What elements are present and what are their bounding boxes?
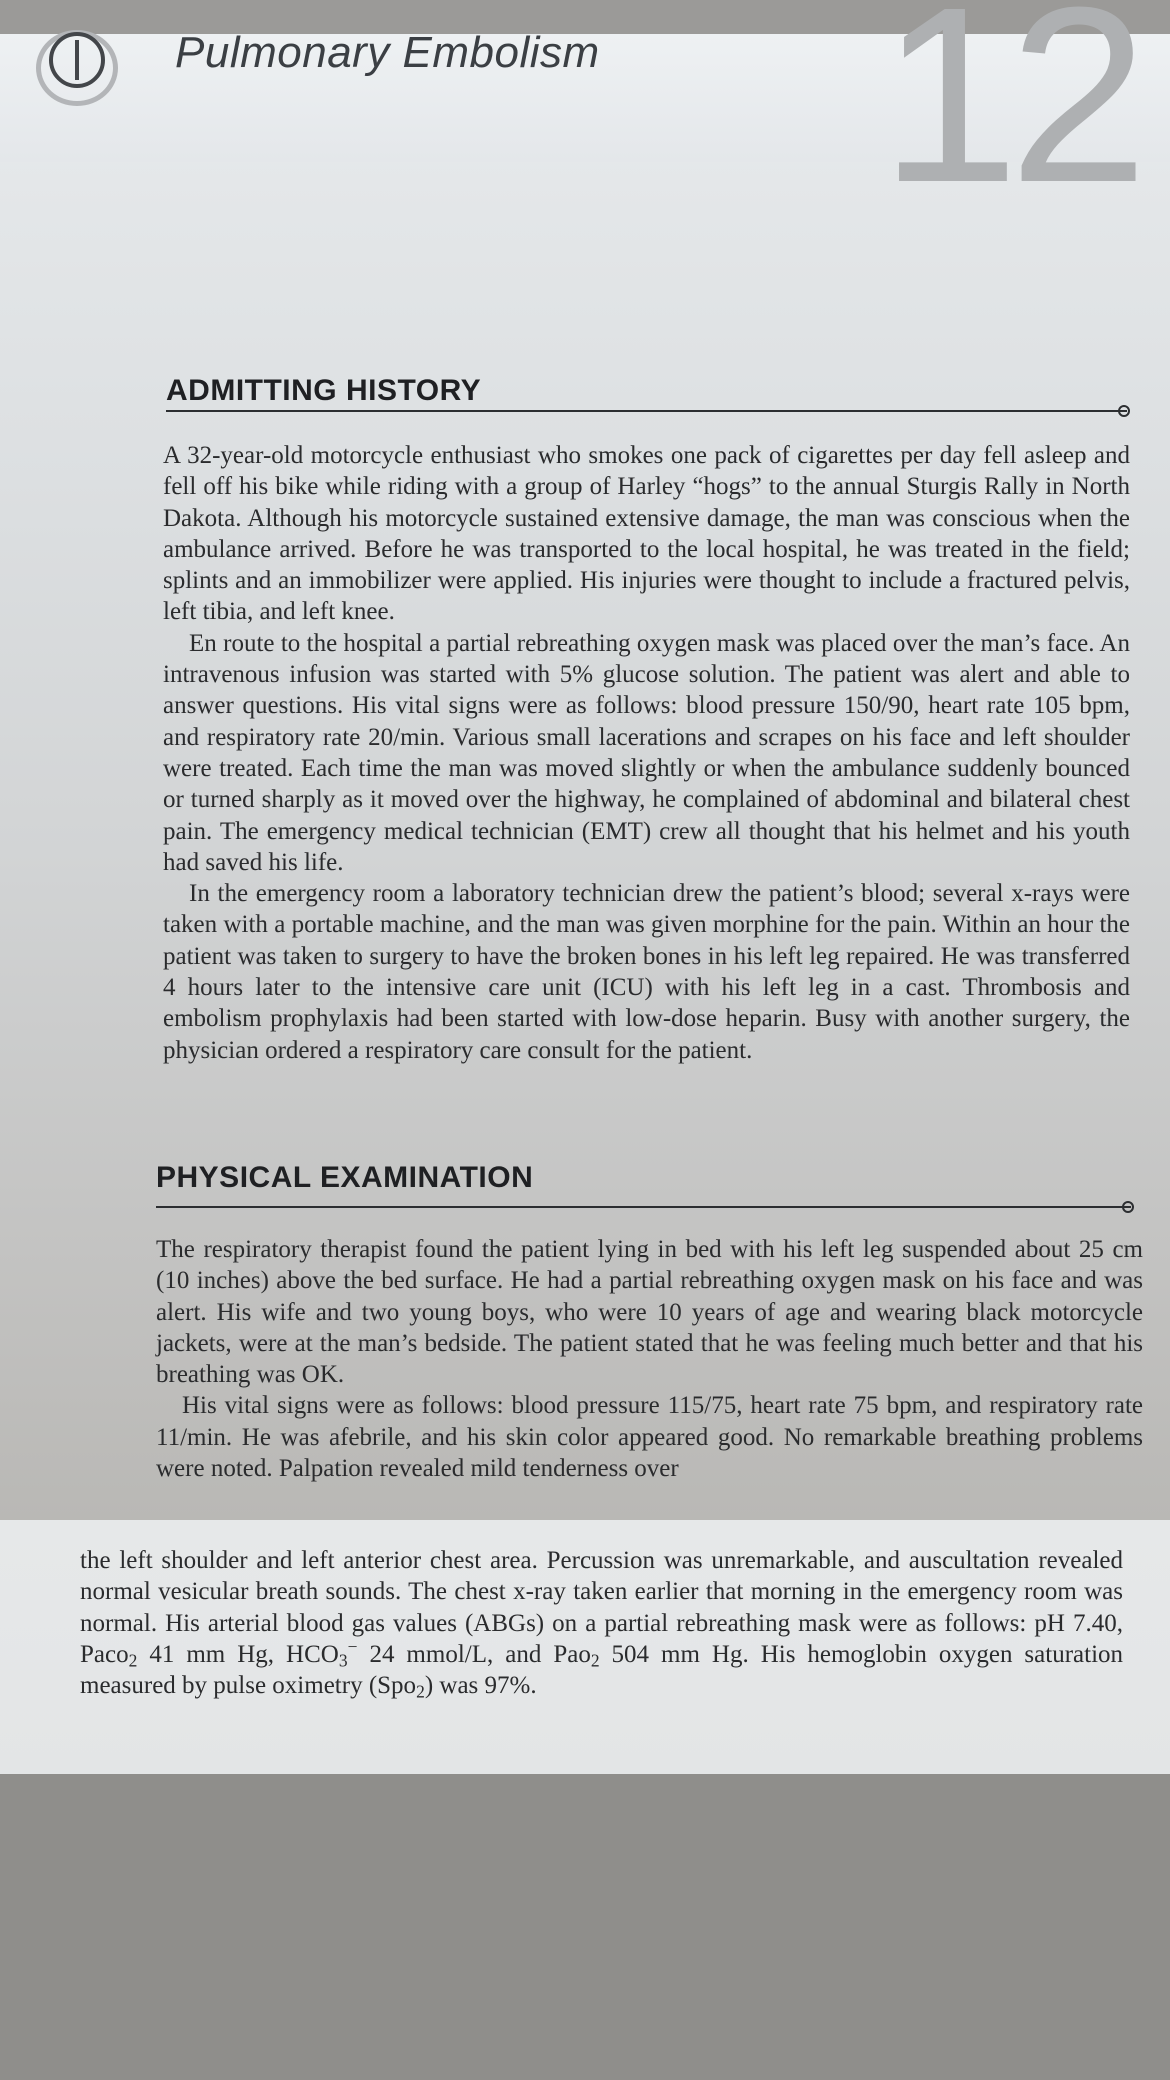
paragraph: the left shoulder and left anterior chest area. Percussion was unremarkable, and auscultation revealed normal vesicular breath sounds. The chest x-ray taken earlier that morning in the emergency room was normal. His arterial blood gas values (ABGs) on a partial rebreathing mask were as follows: pH 7.40, Paco$_2$ 41 mm Hg, $HCO_3^-$ 24 mmol/L, and Pao$_2$ 504 mm Hg. His hemoglobin oxygen saturation measured by pulse oximetry (Spo$_2$) was 97%. bbox=[80, 1547, 1124, 1702]
admitting-history-text bbox=[163, 440, 1130, 1066]
paragraph: En route to the hospital a partial rebreathing oxygen mask was placed over the man’s face. An intravenous infusion was started with 5% glucose solution. The patient was alert and able to answer questions. His vital signs were as follows: blood pressure 150/90, heart rate 105 bpm, and respiratory rate 20/min. Various small lacerations and scrapes on his face and left shoulder were treated. Each time the man was moved slightly or when the ambulance suddenly bounced or turned sharply as it moved over the highway, he complained of abdominal and bilateral chest pain. The emergency medical technician (EMT) crew all thought that his helmet and his youth had saved his life. bbox=[163, 629, 1130, 876]
paragraph: A 32-year-old motorcycle enthusiast who smokes one pack of cigarettes per day fell asleep and fell off his bike while riding with a group of Harley “hogs” to the annual Sturgis Rally in North Dakota. Although his motorcycle sustained extensive damage, the man was conscious when the ambulance arrived. Before he was transported to the local hospital, he was treated in the field; splints and an immobilizer were applied. His injuries were thought to include a fractured pelvis, left tibia, and left knee. bbox=[163, 442, 1130, 626]
rule-end-marker-icon bbox=[1122, 1201, 1134, 1213]
section-heading-admitting-history: ADMITTING HISTORY bbox=[166, 374, 482, 407]
paragraph: The respiratory therapist found the patient lying in bed with his left leg suspended about 25 cm (10 inches) above the bed surface. He had a partial rebreathing oxygen mask on his face and was alert. His wife and two young boys, who were 10 years of age and wearing black motorcycle jackets, were at the man’s bedside. The patient stated that he was feeling much better and that his breathing was OK. bbox=[156, 1236, 1143, 1389]
hco3-label: HCO bbox=[286, 1640, 339, 1668]
section-heading-physical-examination: PHYSICAL EXAMINATION bbox=[156, 1161, 534, 1194]
pao2-label: Pao bbox=[553, 1640, 591, 1668]
section-rule bbox=[156, 1206, 1126, 1208]
paco2-label: Paco bbox=[80, 1640, 129, 1668]
section-rule bbox=[166, 410, 1122, 412]
paragraph: In the emergency room a laboratory technician drew the patient’s blood; several x-rays were taken with a portable machine, and the man was given morphine for the pain. Within an hour the patient was taken to surgery to have the broken bones in his left leg repaired. He was transferred 4 hours later to the intensive care unit (ICU) with his left leg in a cast. Thrombosis and embolism prophylaxis had been started with low-dose heparin. Busy with another surgery, the physician ordered a respiratory care consult for the patient. bbox=[163, 880, 1130, 1064]
paragraph: His vital signs were as follows: blood pressure 115/75, heart rate 75 bpm, and respiratory rate 11/min. He was afebrile, and his skin color appeared good. No remarkable breathing problems were noted. Palpation revealed mild tenderness over bbox=[156, 1392, 1143, 1483]
physical-examination-text bbox=[156, 1234, 1143, 1484]
chapter-number: 12 bbox=[880, 0, 1139, 234]
chapter-title: Pulmonary Embolism bbox=[175, 28, 600, 77]
chapter-emblem-icon bbox=[49, 32, 105, 88]
continuation-text bbox=[80, 1545, 1123, 1701]
spo2-label: Spo bbox=[377, 1672, 417, 1700]
rule-end-marker-icon bbox=[1118, 405, 1130, 417]
